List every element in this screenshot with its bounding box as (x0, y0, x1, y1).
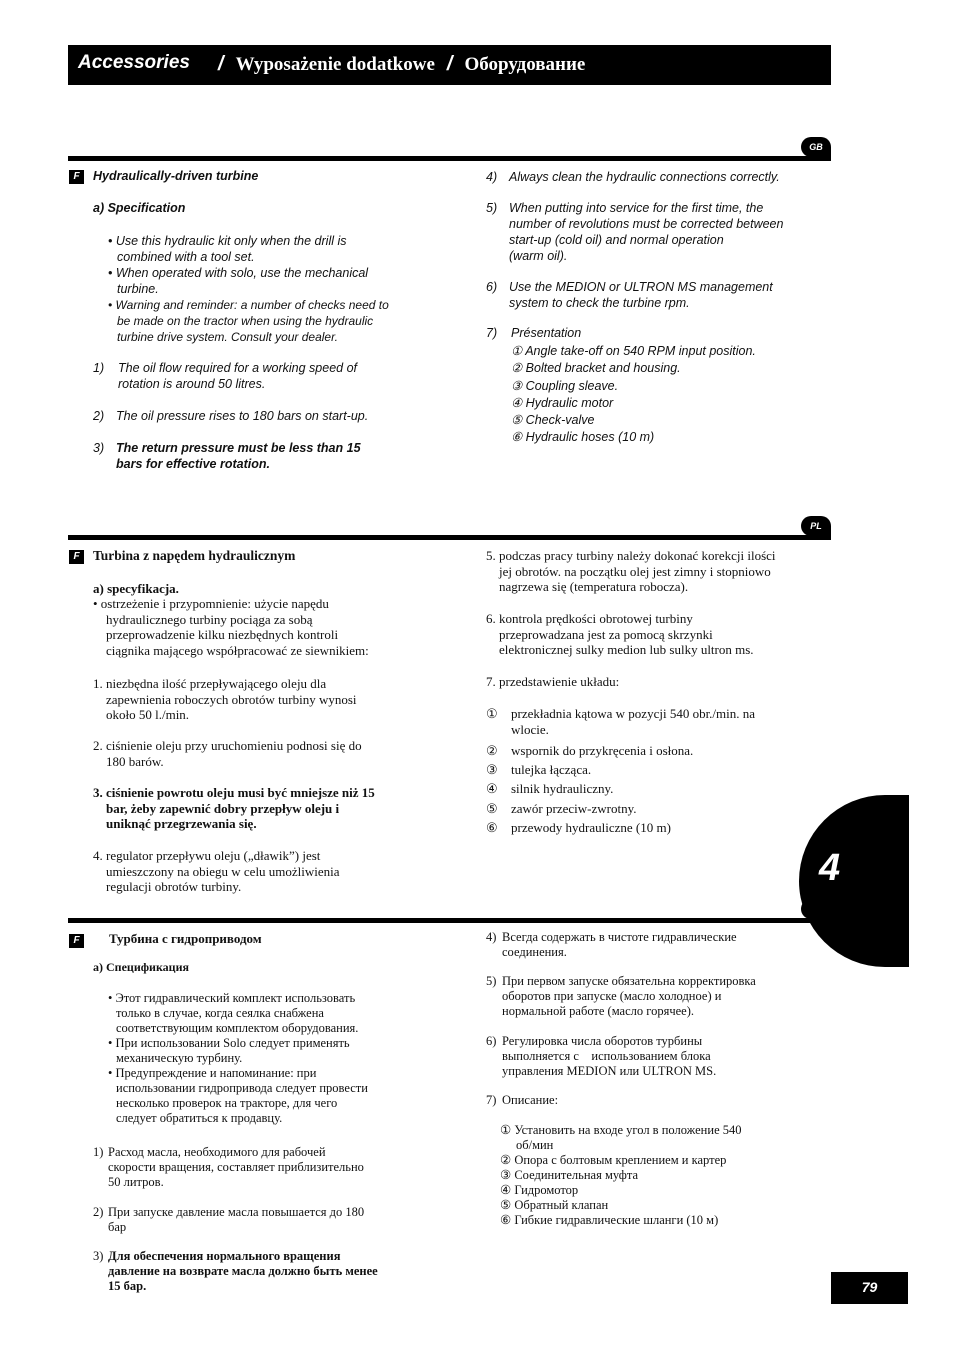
ru-bullet-line: следует обратиться к продавцу. (116, 1111, 283, 1125)
header-slash: / (446, 53, 453, 75)
f-label-box: F (69, 550, 84, 564)
list-item: об/мин (516, 1138, 554, 1152)
list-item: ① Установить на входе угол в положение 540 (500, 1123, 742, 1137)
gb-section-title: Hydraulically-driven turbine (93, 169, 259, 183)
gb-bullet-line: be made on the tractor when using the hydraulic (117, 314, 374, 328)
badge-pl: PL (801, 516, 831, 536)
list-item: ② Опора с болтовым креплением и картер (500, 1153, 727, 1167)
list-item: ⑥ Hydraulic hoses (10 m) (511, 430, 655, 445)
pl-bullet: • ostrzeżenie i przypomnienie: użycie napędu hydraulicznego turbiny pociąga za sobą przeprowadzenie kilku niezbędnych kontroli ciągnika mającego współpracować ze siewnikiem: (93, 596, 369, 658)
list-item: ⑤ Обратный клапан (500, 1198, 609, 1212)
ru-bullet-line: соответствующим комплектом оборудования. (116, 1021, 359, 1035)
gb-bullet-list (108, 233, 389, 345)
ru-bullet-list (108, 991, 368, 1126)
ru-presentation-list (500, 1123, 742, 1228)
pl-section-title: Turbina z napędem hydraulicznym (93, 548, 296, 563)
f-label-box: F (69, 934, 84, 948)
pl-spec-heading: a) specyfikacja. (93, 581, 179, 596)
section-divider-pl (68, 535, 831, 540)
ru-bullet-line: механическую турбину. (116, 1051, 243, 1065)
header-title-pl: Wyposażenie dodatkowe (235, 54, 435, 75)
gb-presentation-list (511, 343, 756, 447)
ru-bullet-line: только в случае, когда сеялка снабжена (116, 1006, 324, 1020)
page-number: 79 (831, 1272, 908, 1304)
chapter-number: 4 (819, 847, 841, 889)
ru-section-title: Турбина с гидроприводом (109, 931, 262, 946)
gb-spec-heading: a) Specification (93, 201, 186, 215)
ru-bullet-line: использовании гидропривода следует провести (116, 1081, 368, 1095)
list-item: ④ Hydraulic motor (511, 395, 614, 410)
gb-bullet-line: • Warning and reminder: a number of checks need to (108, 298, 389, 312)
ru-bullet-line: • При использовании Solo следует применять (108, 1036, 350, 1050)
f-label-box: F (69, 170, 84, 184)
list-item: ③ Coupling sleave. (511, 378, 619, 393)
header-title-ru: Оборудование (464, 54, 586, 75)
section-divider-gb (68, 156, 831, 161)
list-item: ⑥ Гибкие гидравлические шланги (10 м) (500, 1213, 719, 1227)
list-item: ④ Гидромотор (500, 1183, 579, 1197)
header-slash: / (218, 53, 224, 75)
badge-gb: GB (801, 137, 831, 157)
ru-bullet-line: • Этот гидравлический комплект использовать (108, 991, 356, 1005)
gb-bullet-line: • When operated with solo, use the mechanical (108, 266, 369, 280)
list-item: ③ Соединительная муфта (500, 1168, 639, 1182)
ru-bullet-line: несколько проверок на тракторе, для чего (116, 1096, 338, 1110)
list-item: ① Angle take-off on 540 RPM input position. (511, 344, 756, 358)
ru-spec-heading: а) Спецификация (93, 960, 189, 974)
gb-bullet-line: turbine drive system. Consult your dealer. (117, 330, 338, 344)
gb-bullet-line: • Use this hydraulic kit only when the drill is (108, 234, 347, 248)
gb-bullet-line: combined with a tool set. (117, 250, 255, 264)
gb-bullet-line: turbine. (117, 282, 159, 296)
list-item: ⑤ Check-valve (511, 413, 595, 428)
section-divider-ru (68, 918, 831, 923)
page-header (68, 45, 831, 85)
header-title-en: Accessories (78, 52, 190, 73)
ru-bullet-line: • Предупреждение и напоминание: при (108, 1066, 317, 1080)
list-item: ② Bolted bracket and housing. (511, 361, 681, 376)
